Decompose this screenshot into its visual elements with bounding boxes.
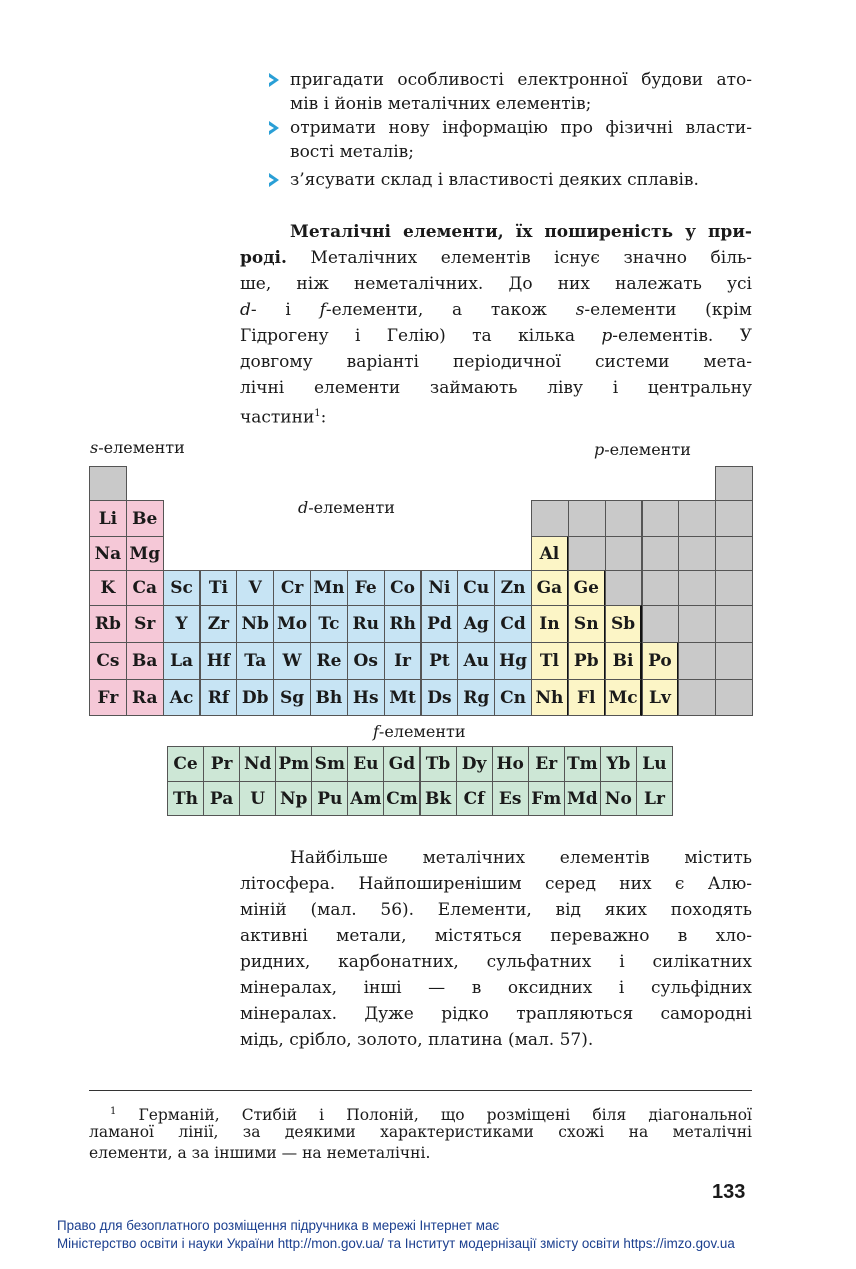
element-cell-ge: Ge [568, 570, 606, 606]
text-segment: Металічних елементів існує значно біль- [286, 248, 752, 268]
nonmetal-cell [605, 570, 643, 606]
element-cell-rg: Rg [457, 679, 495, 716]
text-segment: d [240, 300, 251, 320]
text-segment: пригадати особливості електронної будови ато- [290, 70, 752, 90]
nonmetal-cell [605, 500, 643, 537]
paragraph-line [290, 846, 752, 870]
bullet-line [290, 140, 752, 164]
element-cell-tm: Tm [564, 746, 601, 782]
element-cell-v: V [236, 570, 274, 606]
text-segment: довгому варіанті періодичної системи мета- [240, 352, 752, 372]
text-segment: 1 [110, 1106, 117, 1117]
text-segment: p [601, 326, 613, 346]
text-segment: ламаної лінії, за деякими характеристиками схожі на металічні [89, 1123, 752, 1141]
element-cell-os: Os [347, 642, 385, 680]
paragraph-line [240, 924, 752, 948]
nonmetal-cell [568, 500, 606, 537]
text-segment: отримати нову інформацію про фізичні власти- [290, 118, 752, 138]
element-cell-tb: Tb [420, 746, 457, 782]
element-cell-mo: Mo [273, 605, 311, 643]
element-cell-cf: Cf [456, 781, 493, 816]
element-cell-u: U [239, 781, 276, 816]
p-elements-label: p-елементи [594, 440, 691, 459]
element-cell-cd: Cd [494, 605, 532, 643]
element-cell-ti: Ti [200, 570, 238, 606]
nonmetal-cell [715, 536, 753, 571]
element-cell-zn: Zn [494, 570, 532, 606]
element-cell-zr: Zr [200, 605, 238, 643]
element-cell-gd: Gd [383, 746, 420, 782]
element-cell-w: W [273, 642, 311, 680]
text-segment: мінералах, інші — в оксидних і сульфідних [240, 978, 752, 998]
paragraph-line [240, 1028, 752, 1052]
element-cell-np: Np [275, 781, 312, 816]
footnote-line [89, 1122, 752, 1143]
element-cell-cm: Cm [383, 781, 420, 816]
footnote-line [89, 1143, 752, 1164]
page-number: 133 [712, 1181, 746, 1203]
nonmetal-cell [605, 536, 643, 571]
nonmetal-cell [678, 500, 716, 537]
paragraph-line [240, 950, 752, 974]
text-segment: -елементів. У [612, 326, 752, 346]
text-segment: мідь, срібло, золото, платина (мал. 57). [240, 1030, 594, 1050]
text-segment: -елементи, а також [325, 300, 576, 320]
text-segment: - і [250, 300, 320, 320]
element-cell-tl: Tl [531, 642, 569, 680]
element-cell-pt: Pt [421, 642, 459, 680]
text-segment: частини [240, 407, 315, 428]
element-cell-lu: Lu [636, 746, 673, 782]
nonmetal-cell [715, 605, 753, 643]
element-cell-re: Re [310, 642, 348, 680]
bullet-line [290, 92, 752, 116]
chevron-right-icon [266, 120, 282, 136]
element-cell-fr: Fr [89, 679, 127, 716]
element-cell-ta: Ta [236, 642, 274, 680]
paragraph-line [240, 976, 752, 1000]
element-cell-ac: Ac [163, 679, 201, 716]
element-cell-be: Be [126, 500, 164, 537]
paragraph-line [240, 246, 752, 270]
element-cell-la: La [163, 642, 201, 680]
text-segment: ше, ніж неметалічних. До них належать усі [240, 274, 752, 294]
paragraph-line [240, 298, 752, 322]
text-segment: мів і йонів металічних елементів; [290, 94, 592, 114]
element-cell-co: Co [384, 570, 422, 606]
element-cell-hf: Hf [200, 642, 238, 680]
element-cell-lr: Lr [636, 781, 673, 816]
element-cell-lv: Lv [642, 679, 680, 716]
element-cell-dy: Dy [456, 746, 493, 782]
element-cell-sm: Sm [311, 746, 348, 782]
element-cell-th: Th [167, 781, 204, 816]
element-cell-sg: Sg [273, 679, 311, 716]
nonmetal-cell [89, 466, 127, 501]
element-cell-mg: Mg [126, 536, 164, 571]
element-cell-y: Y [163, 605, 201, 643]
element-cell-tc: Tc [310, 605, 348, 643]
bullet-line [290, 168, 752, 192]
element-cell-ce: Ce [167, 746, 204, 782]
element-cell-pb: Pb [568, 642, 606, 680]
element-cell-pm: Pm [275, 746, 312, 782]
text-segment: Гідрогену і Гелію) та кілька [240, 326, 602, 346]
nonmetal-cell [678, 642, 716, 680]
text-segment: елементи, а за іншими — на неметалічні. [89, 1144, 431, 1162]
element-cell-cs: Cs [89, 642, 127, 680]
f-elements-label: f-елементи [373, 722, 466, 741]
element-cell-mn: Mn [310, 570, 348, 606]
element-cell-pu: Pu [311, 781, 348, 816]
element-cell-pa: Pa [203, 781, 240, 816]
paragraph-line [240, 872, 752, 896]
nonmetal-cell [678, 570, 716, 606]
element-cell-rb: Rb [89, 605, 127, 643]
nonmetal-cell [715, 679, 753, 716]
element-cell-fe: Fe [347, 570, 385, 606]
element-cell-rf: Rf [200, 679, 238, 716]
text-segment: Германій, Стибій і Полоній, що розміщені біля діагональної [116, 1106, 752, 1125]
paragraph-line [240, 272, 752, 296]
nonmetal-cell [568, 536, 606, 571]
element-cell-in: In [531, 605, 569, 643]
element-cell-fl: Fl [568, 679, 606, 716]
text-segment: літосфера. Найпоширенішим серед них є Алю- [240, 874, 752, 894]
element-cell-sr: Sr [126, 605, 164, 643]
element-cell-sc: Sc [163, 570, 201, 606]
element-cell-rh: Rh [384, 605, 422, 643]
element-cell-no: No [600, 781, 637, 816]
element-cell-li: Li [89, 500, 127, 537]
element-cell-ba: Ba [126, 642, 164, 680]
element-cell-po: Po [642, 642, 680, 680]
element-cell-al: Al [531, 536, 569, 571]
element-cell-ag: Ag [457, 605, 495, 643]
element-cell-ga: Ga [531, 570, 569, 606]
paragraph-line [240, 402, 752, 430]
paragraph-line [240, 1002, 752, 1026]
nonmetal-cell [678, 679, 716, 716]
nonmetal-cell [715, 466, 753, 501]
text-segment: Найбільше металічних елементів містить [290, 848, 752, 868]
d-elements-label: d-елементи [298, 498, 395, 517]
nonmetal-cell [642, 570, 680, 606]
nonmetal-cell [642, 500, 680, 537]
text-segment: лічні елементи займають ліву і центральну [240, 378, 752, 398]
element-cell-yb: Yb [600, 746, 637, 782]
element-cell-cn: Cn [494, 679, 532, 716]
nonmetal-cell [715, 570, 753, 606]
element-cell-au: Au [457, 642, 495, 680]
nonmetal-cell [715, 642, 753, 680]
paragraph-line [240, 350, 752, 374]
element-cell-pr: Pr [203, 746, 240, 782]
text-segment: s [575, 300, 585, 320]
credit-line-2: Міністерство освіти і науки України http://mon.gov.ua/ та Інститут модернізації змісту освіти https://imzo.gov.ua [57, 1236, 735, 1251]
element-cell-eu: Eu [347, 746, 384, 782]
element-cell-md: Md [564, 781, 601, 816]
element-cell-fm: Fm [528, 781, 565, 816]
element-cell-sb: Sb [605, 605, 643, 643]
element-cell-ca: Ca [126, 570, 164, 606]
element-cell-ni: Ni [421, 570, 459, 606]
paragraph-line [240, 898, 752, 922]
element-cell-db: Db [236, 679, 274, 716]
element-cell-hs: Hs [347, 679, 385, 716]
element-cell-nd: Nd [239, 746, 276, 782]
nonmetal-cell [531, 500, 569, 537]
element-cell-ds: Ds [421, 679, 459, 716]
nonmetal-cell [642, 605, 680, 643]
paragraph-line [240, 324, 752, 348]
text-segment: 1 [314, 408, 321, 419]
element-cell-bh: Bh [310, 679, 348, 716]
element-cell-ho: Ho [492, 746, 529, 782]
element-cell-cu: Cu [457, 570, 495, 606]
nonmetal-cell [715, 500, 753, 537]
text-segment: міній (мал. 56). Елементи, від яких походять [240, 900, 752, 920]
element-cell-er: Er [528, 746, 565, 782]
text-segment: ридних, карбонатних, сульфатних і силікатних [240, 952, 752, 972]
text-segment: роді. [240, 248, 287, 268]
chevron-right-icon [266, 172, 282, 188]
bullet-line [290, 116, 752, 140]
element-cell-ra: Ra [126, 679, 164, 716]
element-cell-pd: Pd [421, 605, 459, 643]
element-cell-hg: Hg [494, 642, 532, 680]
element-cell-cr: Cr [273, 570, 311, 606]
text-segment: Металічні елементи, їх поширеність у при- [290, 222, 752, 242]
nonmetal-cell [678, 605, 716, 643]
chevron-right-icon [266, 72, 282, 88]
text-segment: з’ясувати склад і властивості деяких сплавів. [290, 170, 699, 190]
text-segment: активні метали, містяться переважно в хло- [240, 926, 752, 946]
s-elements-label: s-елементи [90, 438, 185, 457]
text-segment: f [319, 300, 326, 320]
nonmetal-cell [678, 536, 716, 571]
bullet-line [290, 68, 752, 92]
text-segment: -елементи (крім [584, 300, 752, 320]
text-segment: вості металів; [290, 142, 414, 162]
paragraph-line [240, 376, 752, 400]
element-cell-na: Na [89, 536, 127, 571]
element-cell-ru: Ru [347, 605, 385, 643]
element-cell-mt: Mt [384, 679, 422, 716]
element-cell-am: Am [347, 781, 384, 816]
text-segment: мінералах. Дуже рідко трапляються самородні [240, 1004, 752, 1024]
element-cell-sn: Sn [568, 605, 606, 643]
element-cell-nh: Nh [531, 679, 569, 716]
paragraph-line [290, 220, 752, 244]
credit-line-1: Право для безоплатного розміщення підручника в мережі Інтернет має [57, 1218, 500, 1233]
element-cell-k: K [89, 570, 127, 606]
nonmetal-cell [642, 536, 680, 571]
element-cell-nb: Nb [236, 605, 274, 643]
element-cell-bi: Bi [605, 642, 643, 680]
element-cell-ir: Ir [384, 642, 422, 680]
element-cell-es: Es [492, 781, 529, 816]
element-cell-mc: Mc [605, 679, 643, 716]
element-cell-bk: Bk [420, 781, 457, 816]
text-segment: : [320, 407, 327, 428]
footnote-divider [89, 1090, 752, 1091]
